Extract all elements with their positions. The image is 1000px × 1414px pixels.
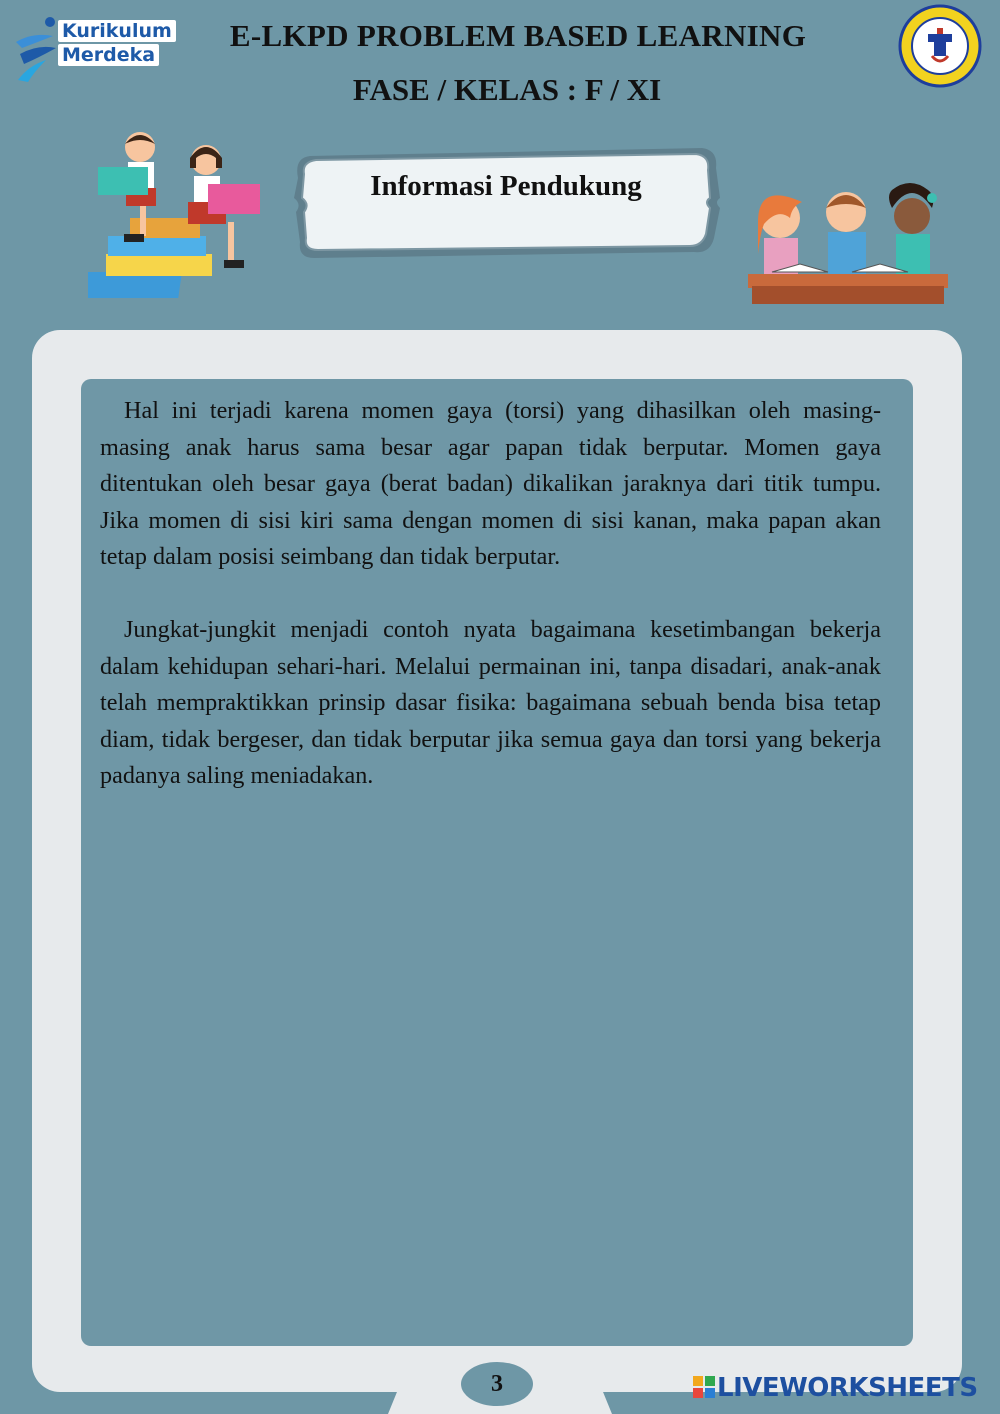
unp-seal-logo <box>898 4 982 88</box>
banner-title: Informasi Pendukung <box>370 170 642 202</box>
kids-at-desk-illustration <box>748 178 948 308</box>
page-subtitle: FASE / KELAS : F / XI <box>352 72 662 107</box>
paragraph-1: Hal ini terjadi karena momen gaya (torsi) yang dihasilkan oleh masing-masing anak harus sama besar agar papan tidak berputar. Momen gaya ditentukan oleh besar gaya (berat badan) dikalikan jaraknya dari titik tumpu. Jika momen di sisi kiri sama dengan momen di sisi kanan, maka papan akan tetap dalam posisi seimbang dan tidak berputar. <box>100 397 881 570</box>
paragraph-2: Jungkat-jungkit menjadi contoh nyata bagaimana kesetimbangan bekerja dalam kehidupan sehari-hari. Melalui permainan ini, tanpa disadari, anak-anak telah mempraktikkan prinsip dasar fisika: bagaimana sebuah benda bisa tetap diam, tidak bergeser, dan tidak berputar jika semua gaya dan torsi yang bekerja padanya saling meniadakan. <box>100 616 881 789</box>
kids-reading-on-books-illustration <box>88 122 268 307</box>
liveworksheets-logo-icon <box>693 1376 715 1400</box>
page-title: E-LKPD PROBLEM BASED LEARNING <box>229 18 807 53</box>
logo-line-kurikulum: Kurikulum <box>58 20 176 42</box>
liveworksheets-text: LIVEWORKSHEETS <box>717 1373 978 1403</box>
logo-line-merdeka: Merdeka <box>58 44 159 66</box>
page-number: 3 <box>461 1362 533 1406</box>
